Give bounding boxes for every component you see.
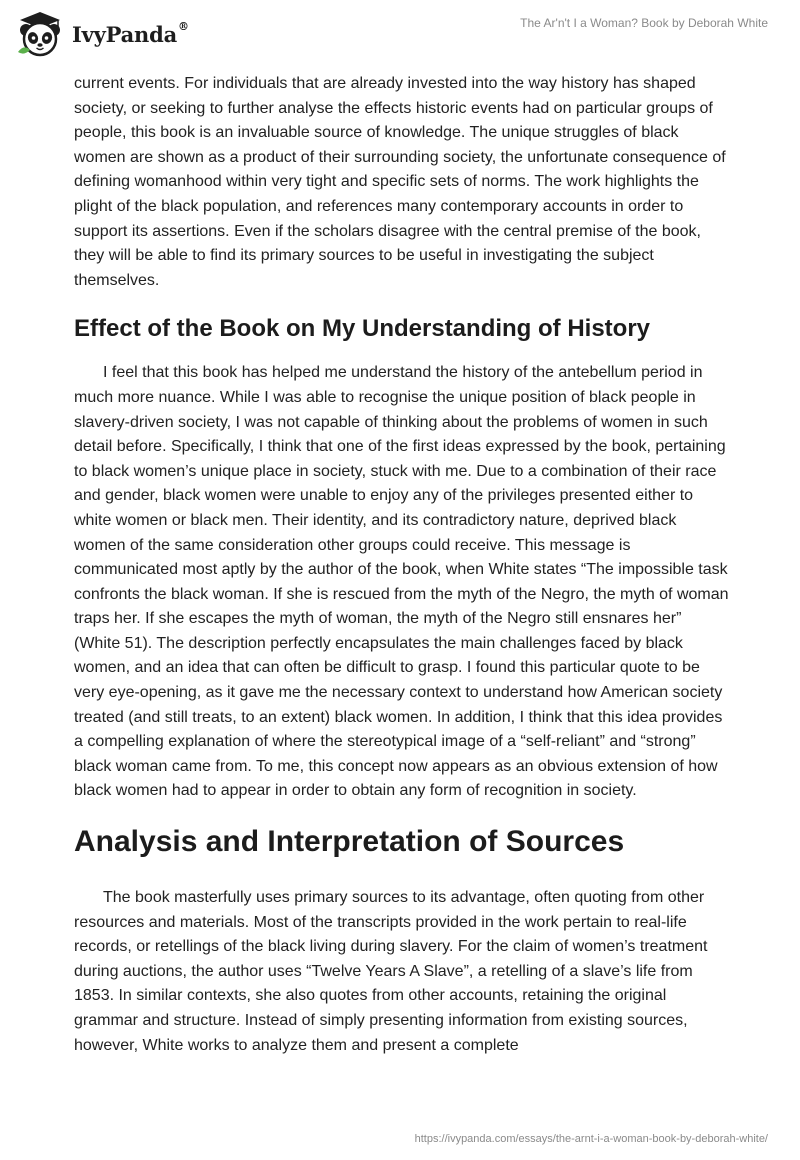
ivypanda-panda-logo-icon	[14, 8, 66, 60]
effect-paragraph: I feel that this book has helped me understand the history of the antebellum period in much more nuance. While I was able to recognise the unique position of black people in slavery-driven society, I was not capable of thinking about the problems of women in such detail before. Specifically, I think that one of the first ideas expressed by the book, pertaining to black women’s unique place in society, stuck with me. Due to a combination of their race and gender, black women were unable to enjoy any of the privileges presented either to white women or black men. Their identity, and its contradictory nature, deprived black women of the same consideration other groups could receive. This message is communicated most aptly by the author of the book, when White states “The impossible task confronts the black woman. If she is rescued from the myth of the Negro, the myth of woman traps her. If she escapes the myth of woman, the myth of the Negro still ensnares her” (White 51). The description perfectly encapsulates the main challenges faced by black women, and an idea that can often be difficult to grasp. I found this particular quote to be very eye-opening, as it gave me the necessary context to understand how American society treated (and still treats, to an extent) black women. In addition, I think that this idea provides a compelling explanation of where the stereotypical image of a “self-reliant” and “strong” black woman came from. To me, this concept now appears as an obvious extension of how black women had to appear in order to obtain any form of recognition in society.	[74, 364, 729, 800]
analysis-paragraph: The book masterfully uses primary sources to its advantage, often quoting from other resources and materials. Most of the transcripts provided in the work pertain to real-life records, or retellings of the black living during slavery. For the claim of women’s treatment during auctions, the author uses “Twelve Years A Slave”, a retelling of a slave’s life from 1853. In similar contexts, she also quotes from other accounts, retaining the original grammar and structure. Instead of simply presenting information from existing sources, however, White works to analyze them and present a complete	[74, 889, 708, 1054]
source-url[interactable]: https://ivypanda.com/essays/the-arnt-i-a-woman-book-by-deborah-white/	[414, 1133, 768, 1145]
section-heading-effect: Effect of the Book on My Understanding of History	[74, 315, 651, 343]
page-header	[0, 0, 800, 64]
intro-paragraph: current events. For individuals that are already invested into the way history has shaped society, or seeking to further analyse the effects historic events had on particular groups of people, this book is an invaluable source of knowledge. The unique struggles of black women are shown as a product of their surrounding society, the unfortunate consequence of defining womanhood within very tight and specific sets of norms. The work highlights the plight of the black population, and references many contemporary accounts in order to support its assertions. Even if the scholars disagree with the central premise of the book, they will be able to find its primary sources to be useful in investigating the subject themselves.	[74, 75, 726, 289]
registered-mark: ®	[178, 19, 189, 33]
essay-body	[74, 72, 730, 1058]
section-heading-analysis: Analysis and Interpretation of Sources	[74, 825, 625, 859]
brand-name: IvyPanda®	[72, 19, 189, 47]
document-title: The Ar'n't I a Woman? Book by Deborah White	[520, 16, 768, 30]
brand-logo[interactable]	[14, 8, 189, 60]
